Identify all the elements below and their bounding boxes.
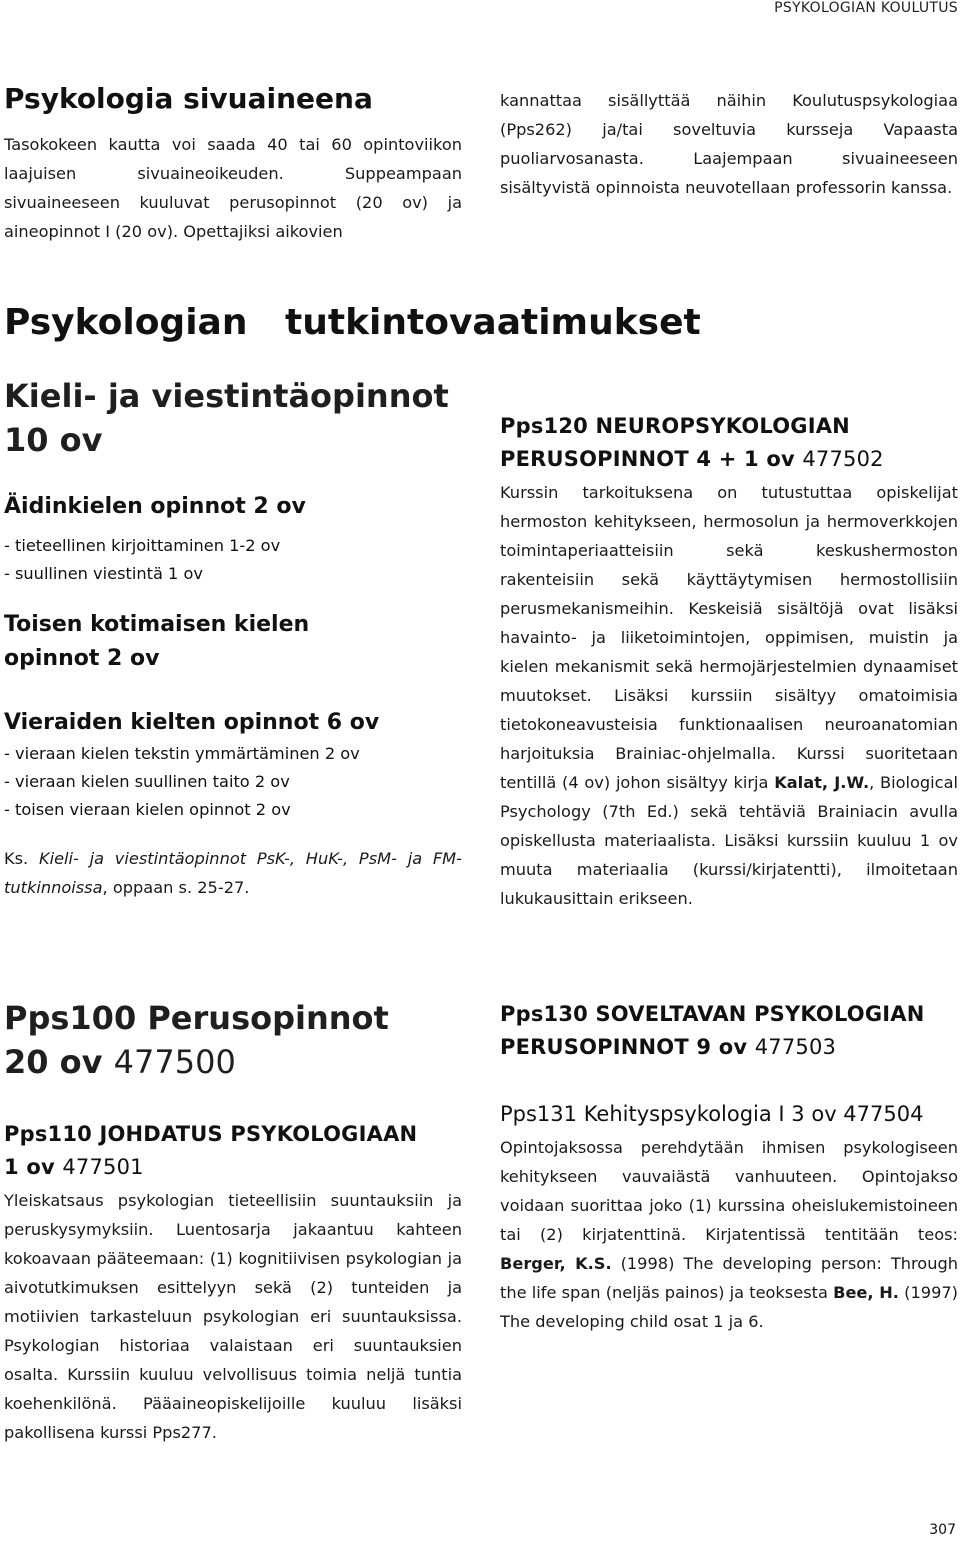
pps130-code: 477503 xyxy=(754,1035,837,1059)
pps100-title-line1: Pps100 Perusopinnot xyxy=(4,999,389,1037)
pps100-credits: 20 ov xyxy=(4,1043,103,1081)
pps131-author2: Bee, H. xyxy=(833,1283,899,1302)
vieraat-item: - toisen vieraan kielen opinnot 2 ov xyxy=(4,800,291,819)
kieli-reference-prefix: Ks. xyxy=(4,849,39,868)
pps120-title-line1: Pps120 NEUROPSYKOLOGIAN xyxy=(500,414,850,438)
pps130-title-line1: Pps130 SOVELTAVAN PSYKOLOGIAN xyxy=(500,1002,925,1026)
pps110-code: 477501 xyxy=(62,1155,144,1179)
aidinkieli-item: - suullinen viestintä 1 ov xyxy=(4,564,203,583)
pps100-section xyxy=(4,996,462,1084)
pps130-title-line2 xyxy=(500,1031,958,1064)
pps131-section xyxy=(500,1098,958,1336)
pps130-credits: PERUSOPINNOT 9 ov xyxy=(500,1035,748,1059)
kieli-reference-title: Kieli- ja viestintäopinnot PsK-, HuK-, PsM- ja FM-tutkinnoissa xyxy=(4,849,462,897)
pps131-text-b: (1998) The developing person: Through the life span (neljäs painos) ja teoksesta xyxy=(500,1254,958,1302)
vieraat-item: - vieraan kielen suullinen taito 2 ov xyxy=(4,772,290,791)
pps120-section xyxy=(500,410,958,913)
pps131-title: Pps131 Kehityspsykologia I 3 ov 477504 xyxy=(500,1102,924,1126)
pps100-code: 477500 xyxy=(113,1043,236,1081)
running-header: PSYKOLOGIAN KOULUTUS xyxy=(774,0,958,16)
aidinkieli-item: - tieteellinen kirjoittaminen 1-2 ov xyxy=(4,536,281,555)
pps120-credits: PERUSOPINNOT 4 + 1 ov xyxy=(500,447,795,471)
sivuaine-right-column xyxy=(500,86,958,202)
pps110-credits: 1 ov xyxy=(4,1155,55,1179)
pps120-text-b: , Biological Psychology (7th Ed.) sekä tehtäviä Brainiacin avulla opiskellusta materiaalista. Lisäksi kurssiin kuuluu 1 ov muuta materiaalia (kurssi/kirjatentti), ilmoitetaan lukukausittain erikseen. xyxy=(500,773,958,908)
vieraat-item: - vieraan kielen tekstin ymmärtäminen 2 ov xyxy=(4,744,360,763)
pps120-title-line2 xyxy=(500,443,958,476)
pps131-author1: Berger, K.S. xyxy=(500,1254,612,1273)
kieli-section xyxy=(4,374,462,902)
pps131-text-c: (1997) The developing child osat 1 ja 6. xyxy=(500,1283,958,1331)
pps131-text-a: Opintojaksossa perehdytään ihmisen psykologiseen kehitykseen vauvaiästä vanhuuteen. Opintojakso voidaan suorittaa joko (1) kurssina oheislukemistoineen tai (2) kirjatenttinä. Kirjatentissä tentitään teos: xyxy=(500,1138,958,1244)
sivuaine-text-right: kannattaa sisällyttää näihin Koulutuspsykologiaa (Pps262) ja/tai soveltuvia kursseja Vapaasta puoliarvosanasta. Laajempaan sivuaineeseen sisältyvistä opinnoista neuvotellaan professorin kanssa. xyxy=(500,91,958,197)
kieli-title-line2: 10 ov xyxy=(4,421,103,459)
toinen-kotimainen-title-line2: opinnot 2 ov xyxy=(4,646,160,671)
pps120-text-a: Kurssin tarkoituksena on tutustuttaa opiskelijat hermoston kehitykseen, hermosolun ja hermoverkkojen toimintaperiaatteisiin sekä keskushermoston rakenteisiin sekä käyttäytymisen hermostollisiin perusmekanismeihin. Keskeisiä sisältöjä ovat lisäksi havainto- ja liiketoimintojen, oppimisen, muistin ja kielen mekanismit sekä hermojärjestelmien dynaamiset muutokset. Lisäksi kurssiin sisältyy omatoimisia tietokoneavusteisia funktionaalisen neuroanatomian harjoituksia Brainiac-ohjelmalla. Kurssi suoritetaan tentillä (4 ov) johon sisältyy kirja xyxy=(500,483,958,792)
page-main-title: Psykologian tutkintovaatimukset xyxy=(4,302,701,343)
toinen-kotimainen-title-line1: Toisen kotimaisen kielen xyxy=(4,612,310,637)
pps131-description xyxy=(500,1133,958,1336)
kieli-reference xyxy=(4,844,462,902)
pps120-description xyxy=(500,478,958,913)
sivuaine-text-left: Tasokokeen kautta voi saada 40 tai 60 opintoviikon laajuisen sivuaineoikeuden. Suppeampaan sivuaineeseen kuuluvat perusopinnot (20 ov) ja aineopinnot I (20 ov). Opettajiksi aikovien xyxy=(4,135,462,241)
pps130-section xyxy=(500,998,958,1064)
vieraat-kielet-title: Vieraiden kielten opinnot 6 ov xyxy=(4,710,380,735)
pps110-title-line1: Pps110 JOHDATUS PSYKOLOGIAAN xyxy=(4,1122,418,1146)
kieli-title-line1: Kieli- ja viestintäopinnot xyxy=(4,377,449,415)
page-number: 307 xyxy=(929,1522,956,1538)
pps120-author: Kalat, J.W. xyxy=(774,773,870,792)
kieli-reference-suffix: , oppaan s. 25-27. xyxy=(102,878,250,897)
pps120-code: 477502 xyxy=(802,447,884,471)
pps110-section xyxy=(4,1118,462,1447)
pps110-title-line2 xyxy=(4,1151,462,1184)
sivuaine-left-column xyxy=(4,82,462,246)
aidinkieli-title: Äidinkielen opinnot 2 ov xyxy=(4,494,306,519)
pps110-description: Yleiskatsaus psykologian tieteellisiin suuntauksiin ja peruskysymyksiin. Luentosarja jakaantuu kahteen kokoavaan pääteemaan: (1) kognitiivisen psykologian ja aivotutkimuksen esittelyyn sekä (2) tunteiden ja motiivien tarkasteluun psykologian eri suuntauksissa. Psykologian historiaa valaistaan eri suuntauksien osalta. Kurssiin kuuluu velvollisuus toimia neljä tuntia koehenkilönä. Pääaineopiskelijoille kuuluu lisäksi pakollisena kurssi Pps277. xyxy=(4,1191,462,1442)
pps100-title-line2 xyxy=(4,1040,462,1084)
sivuaine-title: Psykologia sivuaineena xyxy=(4,82,373,115)
